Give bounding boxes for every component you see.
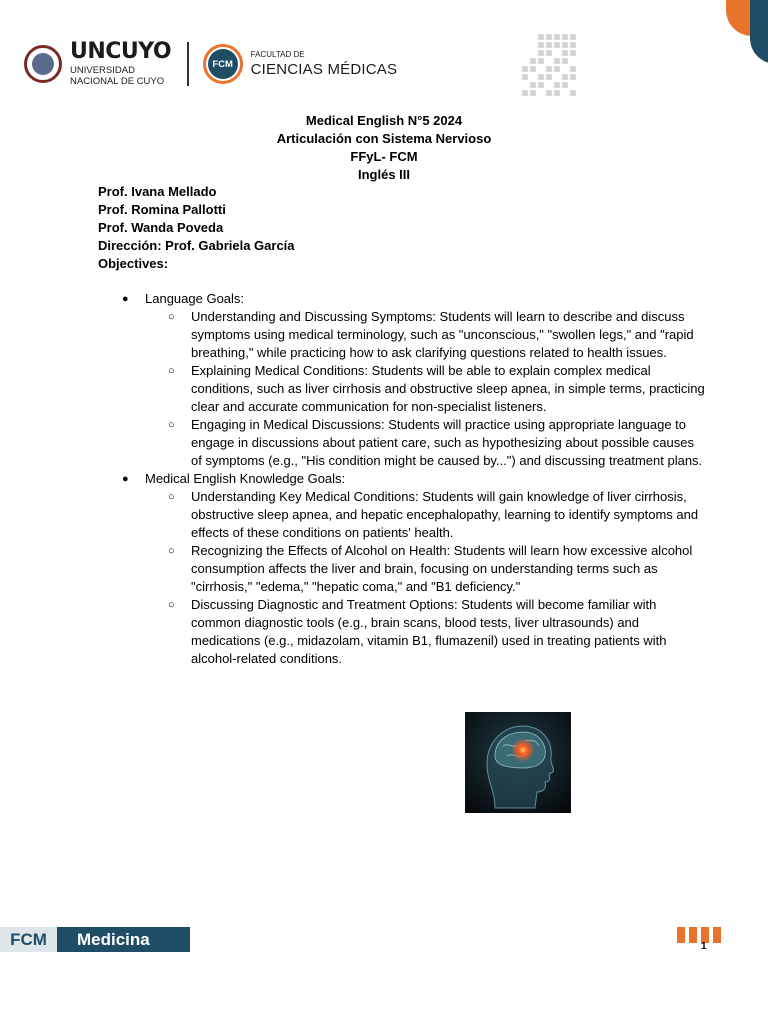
dot (570, 66, 576, 72)
dot (554, 82, 560, 88)
objective-item (98, 488, 718, 542)
objective-group (98, 290, 718, 308)
brain-illustration (465, 712, 571, 813)
dot (546, 42, 552, 48)
hollow-bullet-icon: ○ (168, 491, 175, 503)
dot (538, 74, 544, 80)
objective-item-text: Recognizing the Effects of Alcohol on Health: Students will learn how excessive alcohol consumption affects the liver and brain, focusing on understanding terms such as "cirrhosis," "edema," "hepatic coma," and "B1 deficiency." (191, 543, 693, 594)
title-line: Medical English N°5 2024 (305, 113, 463, 128)
corner-decoration-navy (750, 0, 768, 64)
objective-item (98, 308, 718, 362)
dot (554, 90, 560, 96)
dot (522, 74, 528, 80)
dot (530, 90, 536, 96)
dot-pattern-decoration (522, 34, 578, 98)
dot (546, 66, 552, 72)
dot (522, 66, 528, 72)
dot (554, 58, 560, 64)
dot (570, 90, 576, 96)
page-number: 1 (701, 941, 707, 952)
staff-line: Prof. Romina Pallotti (98, 202, 226, 217)
dot (562, 50, 568, 56)
dot (546, 34, 552, 40)
footer-fcm: FCM (0, 927, 57, 952)
objective-item-text: Explaining Medical Conditions: Students will be able to explain complex medical conditions, such as liver cirrhosis and obstructive sleep apnea, in simple terms, practicing clear and accurate communication for non-specialist listeners. (191, 363, 705, 414)
dot (522, 90, 528, 96)
staff-line: Dirección: Prof. Gabriela García (98, 238, 295, 253)
dot (546, 90, 552, 96)
fcm-logo-badge: FCM (208, 49, 238, 79)
title-line: Inglés III (357, 167, 410, 182)
staff-line: Prof. Wanda Poveda (98, 220, 224, 235)
fcm-logo-icon (203, 44, 243, 84)
hollow-bullet-icon: ○ (168, 545, 175, 557)
dot (554, 42, 560, 48)
dot (562, 34, 568, 40)
dot (570, 74, 576, 80)
staff-line: Prof. Ivana Mellado (98, 184, 217, 199)
objective-item (98, 542, 718, 596)
objective-item (98, 416, 718, 470)
dot (530, 58, 536, 64)
objective-item-text: Understanding and Discussing Symptoms: Students will learn to describe and discuss symptoms using medical terminology, such as "unconscious," "swollen legs," and "rapid breathing," while practicing how to ask clarifying questions related to health issues. (191, 309, 694, 360)
objectives-heading: Objectives: (98, 256, 169, 271)
faculty-logo-text (251, 51, 398, 77)
title-line: FFyL- FCM (350, 149, 418, 164)
footer-label (0, 927, 190, 952)
uncuyo-logo-line1: UNIVERSIDAD (70, 64, 135, 76)
dot (570, 34, 576, 40)
header-logos (24, 40, 397, 88)
objective-item-text: Understanding Key Medical Conditions: Students will gain knowledge of liver cirrhosis, obstructive sleep apnea, and hepatic encephalopathy, learning to identify symptoms and effects of these conditions on patients' health. (191, 489, 699, 540)
dot (554, 66, 560, 72)
objective-group (98, 470, 718, 488)
objective-item (98, 596, 718, 668)
hollow-bullet-icon: ○ (168, 599, 175, 611)
objective-group-label: Medical English Knowledge Goals: (145, 471, 346, 486)
bullet-icon: ● (122, 473, 129, 485)
hollow-bullet-icon: ○ (168, 419, 175, 431)
hollow-bullet-icon: ○ (168, 365, 175, 377)
objective-item-text: Engaging in Medical Discussions: Students will practice using appropriate language to engage in discussions about patient care, such as hypothesizing about possible causes of symptoms (e.g., "His condition might be caused by...") and discussing treatment plans. (191, 417, 703, 468)
dot (538, 82, 544, 88)
hollow-bullet-icon: ○ (168, 311, 175, 323)
objective-item-text: Discussing Diagnostic and Treatment Options: Students will become familiar with common diagnostic tools (e.g., brain scans, blood tests, liver ultrasounds) and medications (e.g., midazolam, vitamin B1, flumazenil) used in treating patients with alcohol-related conditions. (191, 597, 667, 666)
objective-item (98, 362, 718, 416)
dot (546, 50, 552, 56)
dot (570, 42, 576, 48)
objectives-list (98, 290, 718, 668)
university-seal-icon (24, 45, 62, 83)
dot (562, 58, 568, 64)
dot (562, 42, 568, 48)
uncuyo-logo-line2: NACIONAL DE CUYO (70, 75, 165, 87)
bullet-icon: ● (122, 293, 129, 305)
dot (554, 34, 560, 40)
logo-divider (187, 42, 189, 86)
uncuyo-logo (70, 38, 172, 88)
dot (546, 74, 552, 80)
dot (562, 82, 568, 88)
dot (538, 58, 544, 64)
brain-head-icon (465, 712, 571, 813)
dot (538, 34, 544, 40)
dot (530, 66, 536, 72)
faculty-logo-line1: FACULTAD DE (250, 50, 305, 59)
dot (570, 50, 576, 56)
faculty-logo-line2: CIENCIAS MÉDICAS (250, 61, 398, 78)
dot (538, 42, 544, 48)
objective-group-label: Language Goals: (145, 291, 245, 306)
dot (538, 50, 544, 56)
title-line: Articulación con Sistema Nervioso (276, 131, 492, 146)
uncuyo-logo-name: UNCUYO (70, 38, 172, 64)
footer-section: Medicina (57, 927, 190, 952)
staff-list (98, 183, 295, 273)
dot (562, 74, 568, 80)
dot (530, 82, 536, 88)
document-title-block (0, 112, 768, 184)
